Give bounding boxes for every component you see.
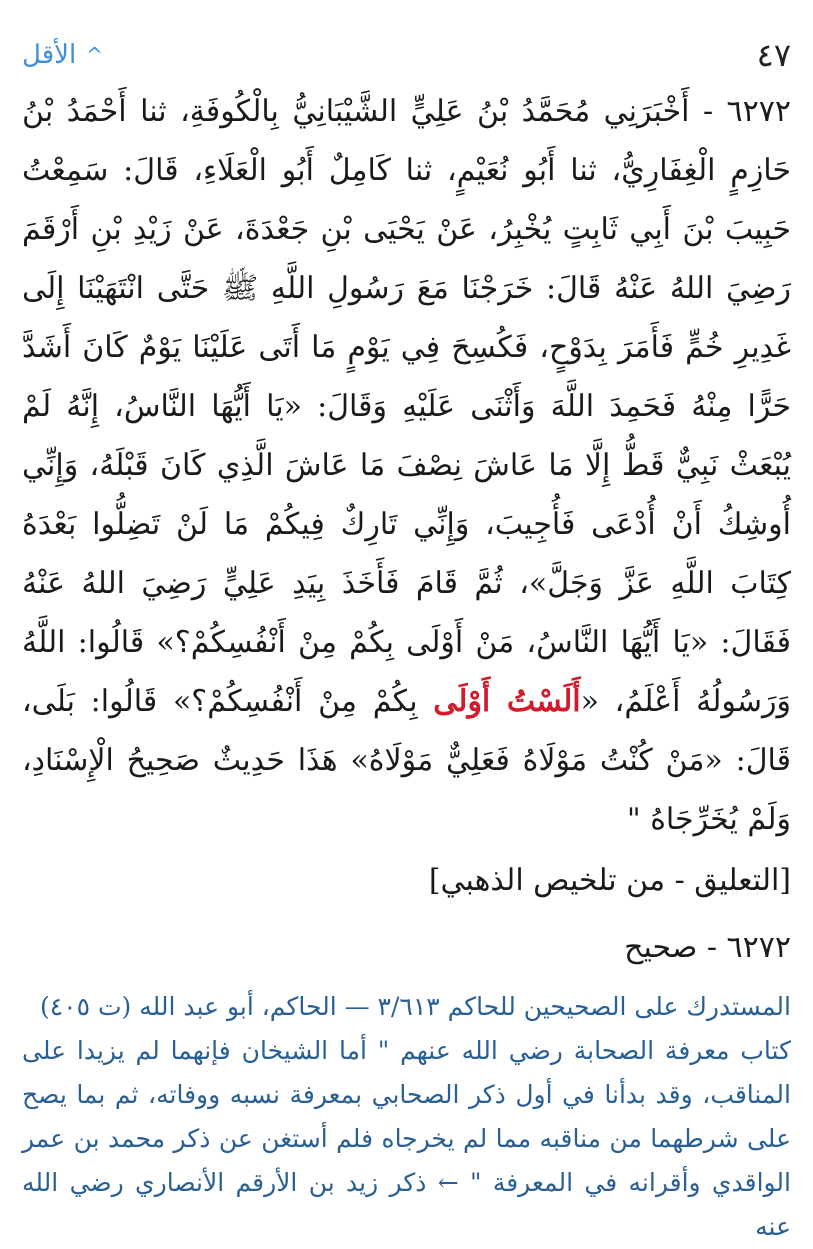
chapter-path-link[interactable]: كتاب معرفة الصحابة رضي الله عنهم " أما الشيخان فإنهما لم يزيدا على المناقب، وقد بدأنا في أول ذكر الصحابي بمعرفة نسبه ووفاته، ثم بما يصح على شرطهما من مناقبه مما لم يخرجاه فلم أستغن عن ذكر محمد بن عمر الواقدي وأقرانه في المعرفة " ← ذكر زيد بن الأرقم الأنصاري رضي الله عنه bbox=[22, 1036, 791, 1241]
chevron-up-icon: ^ bbox=[86, 43, 103, 67]
hadith-text-after: بِكُمْ مِنْ أَنْفُسِكُمْ؟» قَالُوا: بَلَى، قَالَ: «مَنْ كُنْتُ مَوْلَاهُ فَعَلِيٌّ مَوْلَاهُ» هَذَا حَدِيثٌ صَحِيحُ الْإِسْنَادِ، وَلَمْ يُخَرِّجَاهُ " bbox=[22, 684, 791, 837]
page-header bbox=[22, 30, 791, 80]
page-number: ٤٧ bbox=[756, 36, 791, 74]
hadith-text-before: ٦٢٧٢ - أَخْبَرَنِي مُحَمَّدُ بْنُ عَلِيٍّ الشَّيْبَانِيُّ بِالْكُوفَةِ، ثنا أَحْمَدُ بْنُ حَازِمٍ الْغِفَارِيُّ، ثنا أَبُو نُعَيْمٍ، ثنا كَامِلٌ أَبُو الْعَلَاءِ، قَالَ: سَمِعْتُ حَبِيبَ بْنَ أَبِي ثَابِتٍ يُخْبِرُ، عَنْ يَحْيَى بْنِ جَعْدَةَ، عَنْ زَيْدِ بْنِ أَرْقَمَ رَضِيَ اللهُ عَنْهُ قَالَ: خَرَجْنَا مَعَ رَسُولِ اللَّهِ ﷺ حَتَّى انْتَهَيْنَا إِلَى غَدِيرِ خُمٍّ فَأَمَرَ بِدَوْحٍ، فَكُسِحَ فِي يَوْمٍ مَا أَتَى عَلَيْنَا يَوْمٌ كَانَ أَشَدَّ حَرًّا مِنْهُ فَحَمِدَ اللَّهَ وَأَثْنَى عَلَيْهِ وَقَالَ: «يَا أَيُّهَا النَّاسُ، إِنَّهُ لَمْ يُبْعَثْ نَبِيٌّ قَطُّ إِلَّا مَا عَاشَ نِصْفَ مَا عَاشَ الَّذِي كَانَ قَبْلَهُ، وَإِنِّي أُوشِكُ أَنْ أُدْعَى فَأُجِيبَ، وَإِنِّي تَارِكٌ فِيكُمْ مَا لَنْ تَضِلُّوا بَعْدَهُ كِتَابَ اللَّهِ عَزَّ وَجَلَّ»، ثُمَّ قَامَ فَأَخَذَ بِيَدِ عَلِيٍّ رَضِيَ اللهُ عَنْهُ فَقَالَ: «يَا أَيُّهَا النَّاسُ، مَنْ أَوْلَى بِكُمْ مِنْ أَنْفُسِكُمْ؟» قَالُوا: اللَّهُ وَرَسُولُهُ أَعْلَمُ، « bbox=[22, 94, 791, 719]
highlighted-phrase: أَلَسْتُ أَوْلَى bbox=[433, 684, 581, 719]
hadith-text bbox=[22, 82, 791, 849]
source-citation-link[interactable]: المستدرك على الصحيحين للحاكم ٣/٦١٣ — الحاكم، أبو عبد الله (ت ٤٠٥) bbox=[39, 992, 791, 1021]
hadith-grade: ٦٢٧٢ - صحيح bbox=[624, 930, 791, 965]
show-less-button[interactable] bbox=[22, 40, 103, 70]
show-less-label: الأقل bbox=[22, 40, 77, 70]
commentary-label: [التعليق - من تلخيص الذهبي] bbox=[428, 863, 791, 898]
